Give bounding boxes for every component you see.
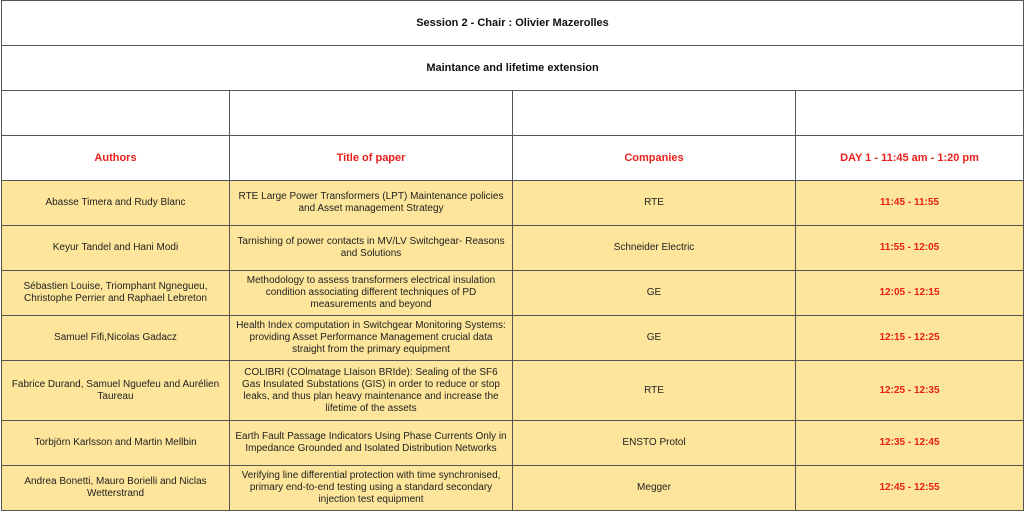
company-cell: RTE xyxy=(513,361,796,421)
company-cell: GE xyxy=(513,316,796,361)
session-schedule-table xyxy=(1,0,1024,511)
header-title: Title of paper xyxy=(230,136,513,181)
table-row xyxy=(2,466,1024,511)
time-cell: 11:55 - 12:05 xyxy=(796,226,1024,271)
company-cell: ENSTO Protol xyxy=(513,421,796,466)
table-row xyxy=(2,316,1024,361)
header-companies: Companies xyxy=(513,136,796,181)
title-cell: COLIBRI (COlmatage LIaison BRIde): Sealing of the SF6 Gas Insulated Substations (GIS) in order to reduce or stop leaks, and thus plan heavy maintenance and increase the lifetime of the assets xyxy=(230,361,513,421)
table-row xyxy=(2,271,1024,316)
blank-cell xyxy=(2,91,230,136)
title-cell: RTE Large Power Transformers (LPT) Maintenance policies and Asset management Strategy xyxy=(230,181,513,226)
authors-cell: Fabrice Durand, Samuel Nguefeu and Aurélien Taureau xyxy=(2,361,230,421)
time-cell: 12:45 - 12:55 xyxy=(796,466,1024,511)
company-cell: RTE xyxy=(513,181,796,226)
table-row xyxy=(2,181,1024,226)
time-cell: 11:45 - 11:55 xyxy=(796,181,1024,226)
company-cell: Schneider Electric xyxy=(513,226,796,271)
title-cell: Health Index computation in Switchgear Monitoring Systems: providing Asset Performance Management crucial data straight from the primary equipment xyxy=(230,316,513,361)
authors-cell: Torbjörn Karlsson and Martin Mellbin xyxy=(2,421,230,466)
time-cell: 12:15 - 12:25 xyxy=(796,316,1024,361)
header-day: DAY 1 - 11:45 am - 1:20 pm xyxy=(796,136,1024,181)
blank-cell xyxy=(513,91,796,136)
header-authors: Authors xyxy=(2,136,230,181)
table-row xyxy=(2,361,1024,421)
session-topic: Maintance and lifetime extension xyxy=(2,46,1024,91)
title-cell: Verifying line differential protection with time synchronised, primary end-to-end testing using a standard secondary injection test equipment xyxy=(230,466,513,511)
company-cell: GE xyxy=(513,271,796,316)
time-cell: 12:35 - 12:45 xyxy=(796,421,1024,466)
table-row xyxy=(2,421,1024,466)
time-cell: 12:05 - 12:15 xyxy=(796,271,1024,316)
blank-cell xyxy=(796,91,1024,136)
table-row xyxy=(2,226,1024,271)
title-cell: Earth Fault Passage Indicators Using Phase Currents Only in Impedance Grounded and Isolated Distribution Networks xyxy=(230,421,513,466)
title-cell: Tarnishing of power contacts in MV/LV Switchgear- Reasons and Solutions xyxy=(230,226,513,271)
time-cell: 12:25 - 12:35 xyxy=(796,361,1024,421)
authors-cell: Abasse Timera and Rudy Blanc xyxy=(2,181,230,226)
session-title: Session 2 - Chair : Olivier Mazerolles xyxy=(2,1,1024,46)
session-title-row xyxy=(2,1,1024,46)
authors-cell: Sébastien Louise, Triomphant Ngnegueu, Christophe Perrier and Raphael Lebreton xyxy=(2,271,230,316)
title-cell: Methodology to assess transformers electrical insulation condition associating different techniques of PD measurements and beyond xyxy=(230,271,513,316)
authors-cell: Keyur Tandel and Hani Modi xyxy=(2,226,230,271)
topic-row xyxy=(2,46,1024,91)
authors-cell: Andrea Bonetti, Mauro Borielli and Niclas Wetterstrand xyxy=(2,466,230,511)
company-cell: Megger xyxy=(513,466,796,511)
blank-cell xyxy=(230,91,513,136)
blank-row xyxy=(2,91,1024,136)
authors-cell: Samuel Fifi,Nicolas Gadacz xyxy=(2,316,230,361)
header-row xyxy=(2,136,1024,181)
